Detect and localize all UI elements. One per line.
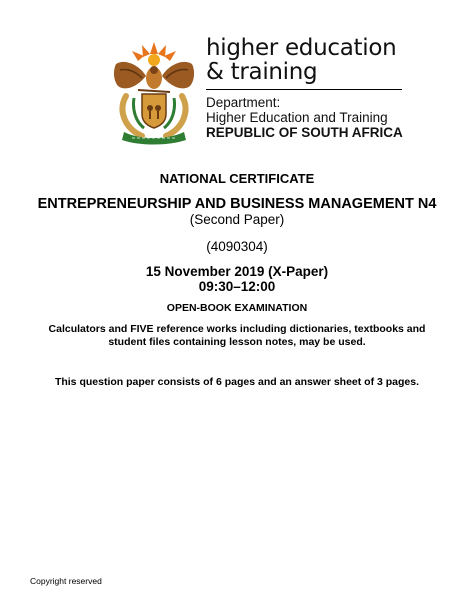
country-name: REPUBLIC OF SOUTH AFRICA <box>206 125 403 140</box>
exam-type: OPEN-BOOK EXAMINATION <box>166 302 308 314</box>
department-label: Department: <box>206 95 281 110</box>
brand-title-line2: & training <box>206 59 318 85</box>
department-name: Higher Education and Training <box>206 110 388 125</box>
copyright-footer: Copyright reserved <box>30 576 102 586</box>
subject-title: ENTREPRENEURSHIP AND BUSINESS MANAGEMENT N4 <box>37 196 437 212</box>
exam-time: 09:30–12:00 <box>198 279 276 294</box>
page-count-note: This question paper consists of 6 pages and an answer sheet of 3 pages. <box>54 376 420 388</box>
coat-of-arms-icon <box>110 40 198 146</box>
certificate-title: NATIONAL CERTIFICATE <box>159 171 315 186</box>
header <box>0 0 474 150</box>
subject-code: (4090304) <box>206 239 268 254</box>
department-block <box>206 95 474 140</box>
brand-block <box>206 35 466 140</box>
brand-title-line1: higher education <box>206 35 397 61</box>
instructions-text: Calculators and FIVE reference works including dictionaries, textbooks and student files containing lesson notes, may be used. <box>48 323 426 348</box>
exam-date: 15 November 2019 (X-Paper) <box>145 264 329 279</box>
paper-number: (Second Paper) <box>189 212 285 227</box>
brand-divider <box>206 89 402 90</box>
